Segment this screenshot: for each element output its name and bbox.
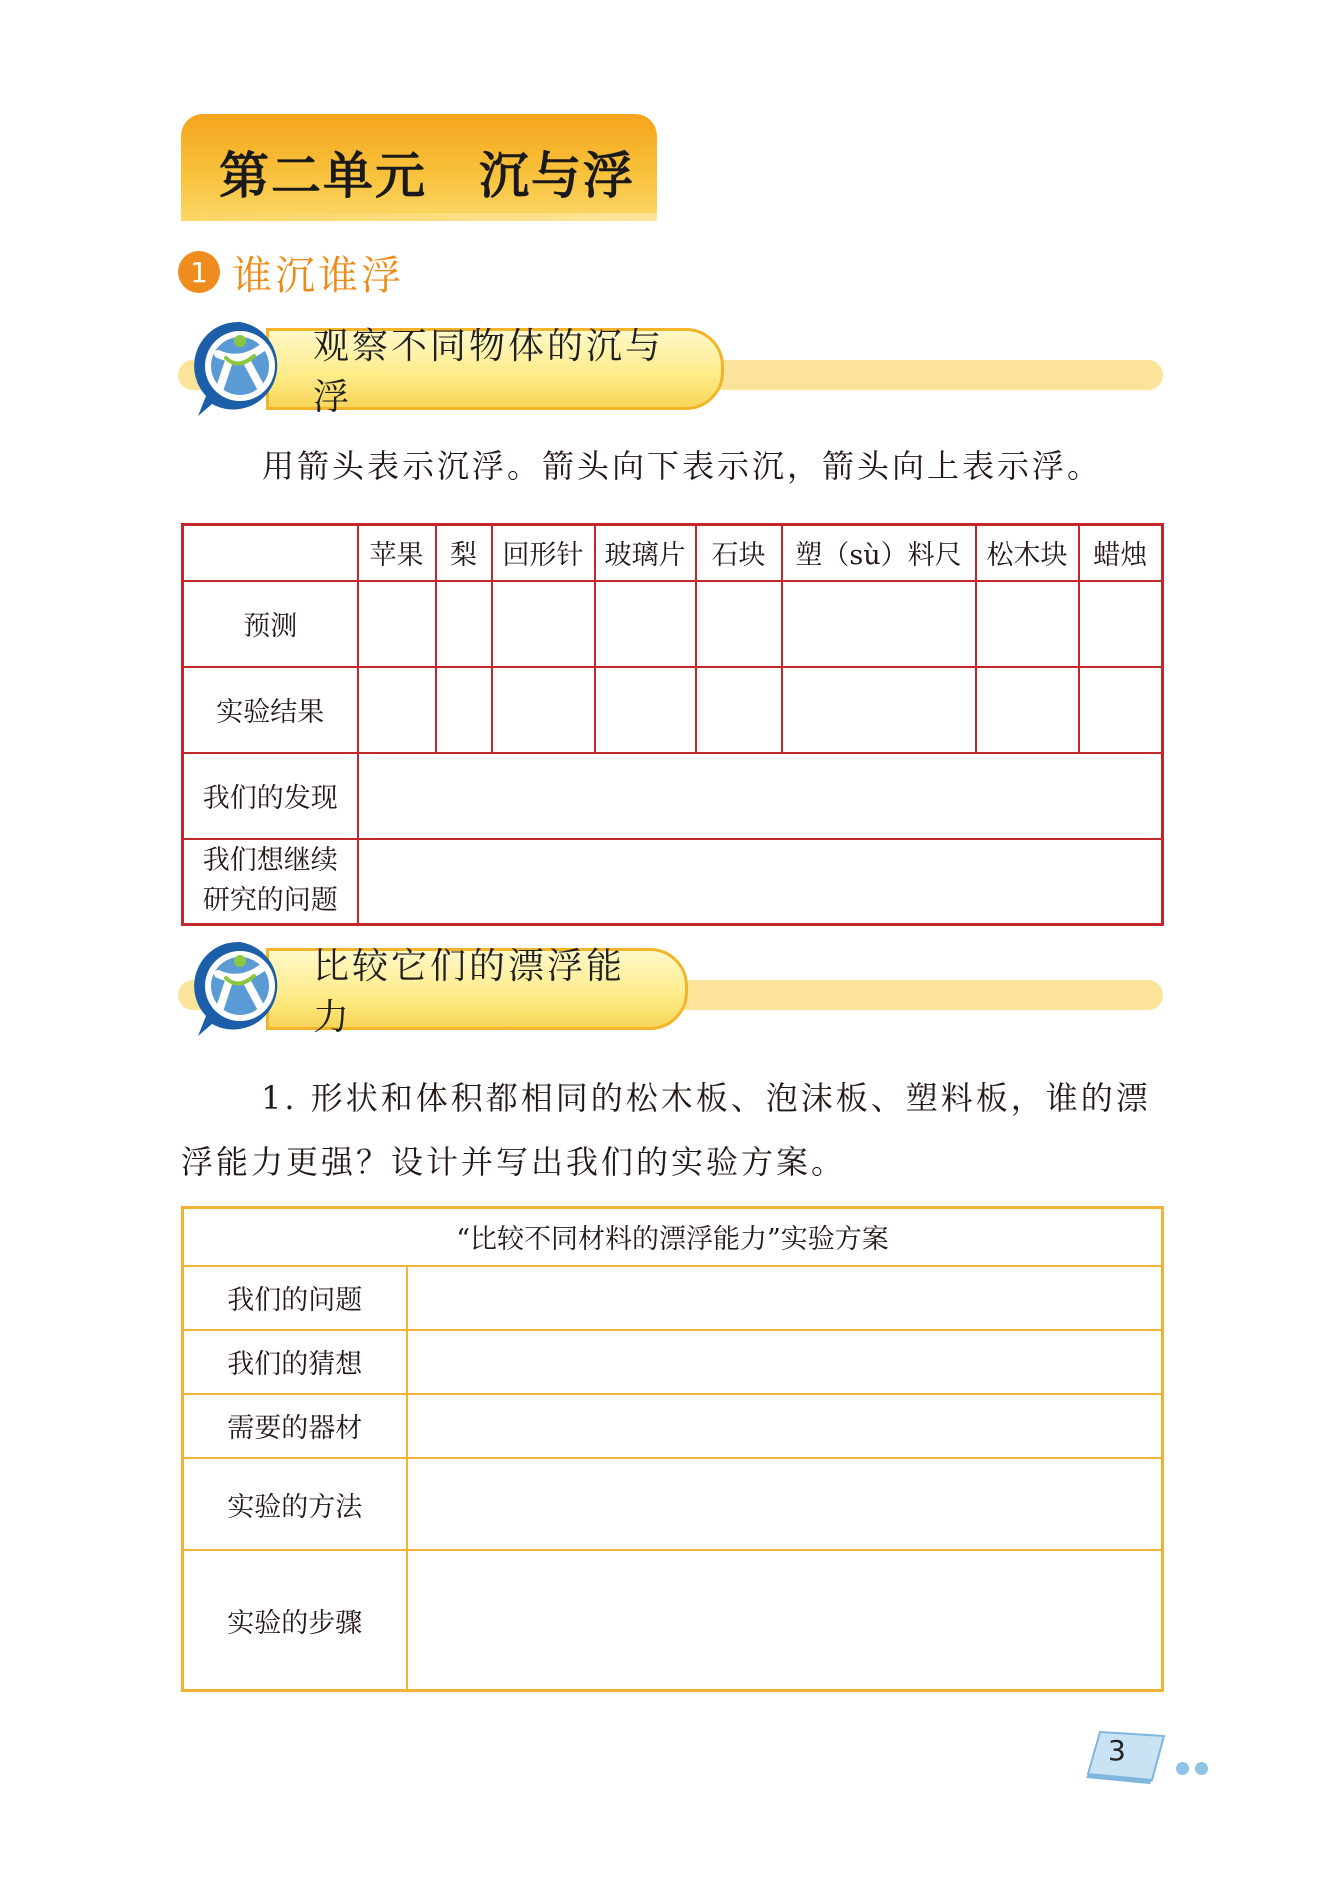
table-header-row: [183, 525, 1163, 581]
row-label: 实验的步骤: [183, 1550, 407, 1690]
column-header: 回形针: [492, 525, 595, 581]
input-cell[interactable]: [492, 581, 595, 667]
row-label: 实验的方法: [183, 1458, 407, 1550]
row-label: 需要的器材: [183, 1394, 407, 1458]
row-label: 我们的发现: [183, 753, 358, 839]
input-cell[interactable]: [436, 581, 492, 667]
section-title-pill: [266, 326, 724, 418]
input-cell[interactable]: [976, 667, 1079, 753]
row-label: 我们想继续研究的问题: [183, 839, 358, 925]
questions-cell[interactable]: [358, 839, 1163, 925]
input-cell[interactable]: [1079, 581, 1163, 667]
input-cell[interactable]: [407, 1550, 1163, 1690]
findings-cell[interactable]: [358, 753, 1163, 839]
row-label: 我们的问题: [183, 1266, 407, 1330]
row-label: 预测: [183, 581, 358, 667]
lesson-heading: [178, 244, 404, 300]
input-cell[interactable]: [407, 1330, 1163, 1394]
input-cell[interactable]: [1079, 667, 1163, 753]
table-row: [183, 1550, 1163, 1690]
input-cell[interactable]: [782, 581, 976, 667]
input-cell[interactable]: [407, 1394, 1163, 1458]
section-title: 比较它们的漂浮能力: [313, 946, 626, 1038]
plan-title: “比较不同材料的漂浮能力”实验方案: [183, 1208, 1163, 1266]
lesson-number: 1: [178, 251, 220, 293]
table-row: [183, 581, 1163, 667]
input-cell[interactable]: [595, 667, 696, 753]
section-header-compare: [178, 946, 1163, 1056]
table-row: [183, 1458, 1163, 1550]
column-header: 玻璃片: [595, 525, 696, 581]
table-row: [183, 667, 1163, 753]
input-cell[interactable]: [782, 667, 976, 753]
instruction-text: 用箭头表示沉浮。箭头向下表示沉，箭头向上表示浮。: [262, 447, 1103, 485]
input-cell[interactable]: [976, 581, 1079, 667]
input-cell[interactable]: [696, 667, 782, 753]
unit-banner: [181, 114, 657, 221]
column-header: 松木块: [976, 525, 1079, 581]
corner-cell: [183, 525, 358, 581]
table-row: [183, 1266, 1163, 1330]
activity-mascot-icon: [190, 938, 290, 1038]
page-number: 3: [1108, 1734, 1126, 1767]
unit-title: 第二单元 沉与浮: [219, 146, 635, 205]
input-cell[interactable]: [358, 667, 436, 753]
table-row: [183, 1330, 1163, 1394]
input-cell[interactable]: [436, 667, 492, 753]
section-title-pill: [266, 946, 688, 1038]
input-cell[interactable]: [358, 581, 436, 667]
input-cell[interactable]: [492, 667, 595, 753]
input-cell[interactable]: [696, 581, 782, 667]
section-title: 观察不同物体的沉与浮: [313, 326, 665, 418]
input-cell[interactable]: [595, 581, 696, 667]
question-text: 1. 形状和体积都相同的松木板、泡沫板、塑料板，谁的漂浮能力更强？设计并写出我们的实验方案。: [181, 1079, 1151, 1181]
page-number-badge: [1086, 1728, 1166, 1784]
input-cell[interactable]: [407, 1266, 1163, 1330]
table-row: [183, 1394, 1163, 1458]
dot: [1176, 1762, 1189, 1775]
page-dots: [1176, 1762, 1208, 1775]
experiment-plan-table: [181, 1206, 1164, 1692]
dot: [1195, 1762, 1208, 1775]
section-header-observe: [178, 326, 1163, 436]
column-header: 塑（sù）料尺: [782, 525, 976, 581]
column-header: 梨: [436, 525, 492, 581]
table-row: [183, 753, 1163, 839]
row-label: 实验结果: [183, 667, 358, 753]
activity-mascot-icon: [190, 318, 290, 418]
lesson-title: 谁沉谁浮: [232, 252, 404, 299]
row-label: 我们的猜想: [183, 1330, 407, 1394]
column-header: 蜡烛: [1079, 525, 1163, 581]
book-icon: [1086, 1728, 1166, 1784]
table-row: [183, 839, 1163, 925]
plan-title-row: [183, 1208, 1163, 1266]
input-cell[interactable]: [407, 1458, 1163, 1550]
observation-table: [181, 523, 1164, 926]
column-header: 苹果: [358, 525, 436, 581]
column-header: 石块: [696, 525, 782, 581]
